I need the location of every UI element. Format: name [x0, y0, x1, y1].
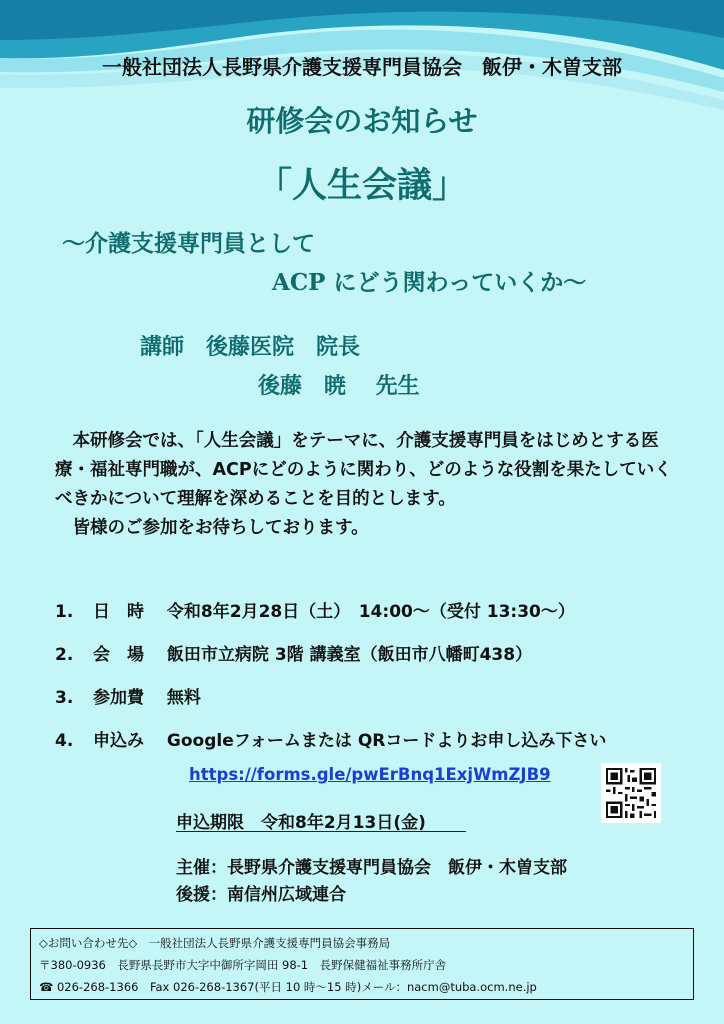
item-number: 1.	[55, 602, 74, 622]
supporter: 後援：南信州広域連合	[176, 885, 346, 905]
contact-header: ◇お問い合わせ先◇ 一般社団法人長野県介護支援専門員協会事務局	[39, 936, 391, 950]
organization-header: 一般社団法人長野県介護支援専門員協会 飯伊・木曽支部	[102, 55, 622, 79]
list-item	[55, 597, 575, 622]
contact-phone	[39, 979, 537, 995]
item-number: 2.	[55, 645, 74, 665]
list-item	[55, 640, 532, 665]
item-text: 申込み Googleフォームまたは QRコードよりお申し込み下さい	[93, 731, 607, 751]
list-item	[55, 683, 201, 708]
lecturer-title: 講師 後藤医院 院長	[140, 334, 361, 360]
page-title: 研修会のお知らせ	[246, 104, 478, 138]
item-text: 会 場 飯田市立病院 3階 講義室（飯田市八幡町438）	[93, 645, 533, 665]
subtitle-line-1: ～介護支援専門員として	[62, 230, 315, 257]
intro-paragraph-2: 皆様のご参加をお待ちしております。	[72, 518, 369, 538]
contact-box	[30, 928, 694, 1000]
item-text: 参加費 無料	[93, 688, 201, 708]
organizer: 主催：長野県介護支援専門員協会 飯伊・木曽支部	[176, 858, 567, 878]
list-item	[55, 726, 606, 751]
telephone-icon: ☎	[39, 980, 54, 994]
contact-address: 〒380-0936 長野県長野市大字中御所字岡田 98-1 長野保健福祉事務所庁舎	[39, 958, 447, 972]
item-number: 4.	[55, 731, 74, 751]
theme-title: 「人生会議」	[256, 165, 467, 206]
application-form-link[interactable]: https://forms.gle/pwErBnq1ExjWmZJB9	[189, 765, 551, 784]
lecturer-name: 後藤 暁 先生	[258, 373, 420, 399]
intro-paragraph-1: 本研修会では、「人生会議」をテーマに、介護支援専門員をはじめとする医療・福祉専門職が、ACPにどのように関わり、どのような役割を果たしていくべきかについて理解を深めることを目的とします。	[55, 431, 672, 509]
subtitle-line-2: ACP にどう関わっていくか～	[272, 269, 587, 296]
item-number: 3.	[55, 688, 74, 708]
item-text: 日 時 令和8年2月28日（土） 14:00～（受付 13:30～）	[93, 602, 575, 622]
application-deadline: 申込期限 令和8年2月13日(金)	[176, 813, 426, 833]
deadline-underline	[176, 831, 466, 832]
intro-text	[55, 427, 675, 543]
qr-code-icon[interactable]	[601, 763, 661, 823]
contact-phone-text: 026-268-1366 Fax 026-268-1367(平日 10 時～15 時)メール：nacm@tuba.ocm.ne.jp	[56, 980, 537, 994]
